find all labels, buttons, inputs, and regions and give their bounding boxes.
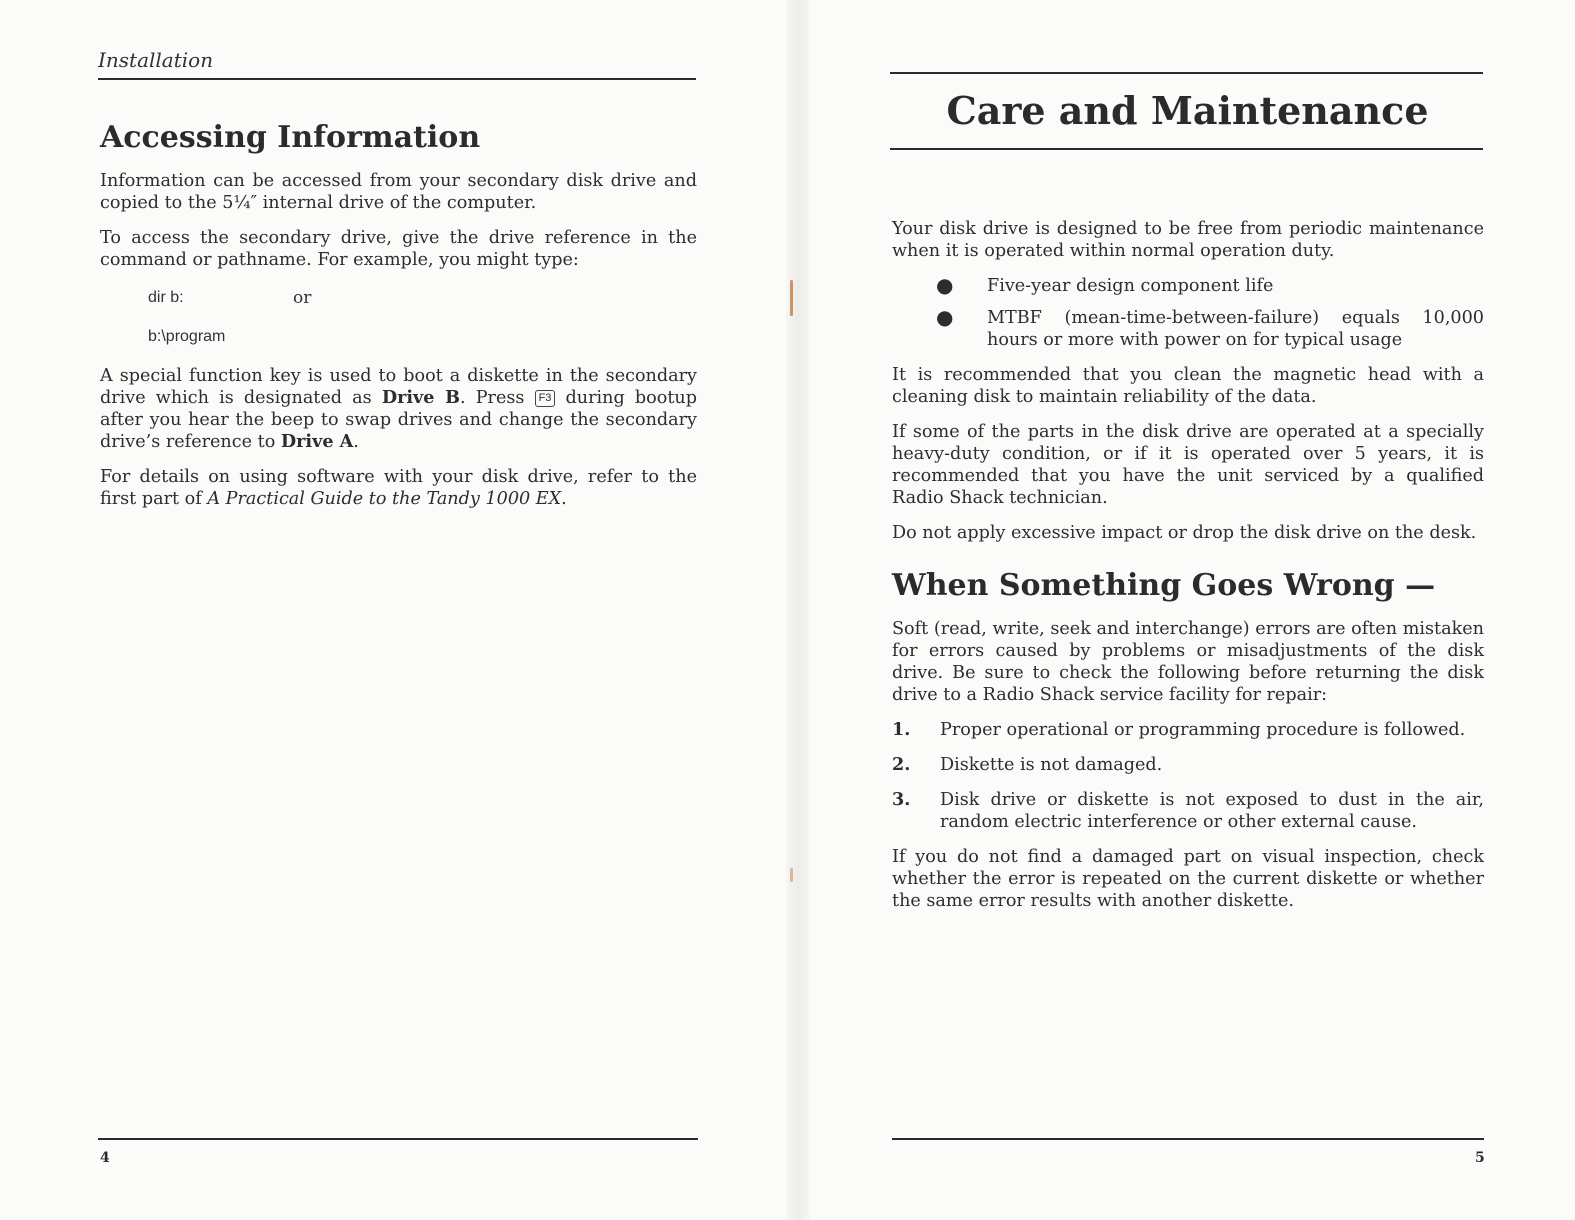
list-item-text: MTBF (mean-time-between-failure) equals 10,000 hours or more with power on for typical usage bbox=[987, 308, 1484, 350]
list-item bbox=[892, 307, 1484, 351]
footer-rule bbox=[98, 1138, 698, 1140]
text-run: . bbox=[353, 432, 359, 452]
list-item bbox=[892, 719, 1484, 741]
footer-rule bbox=[892, 1138, 1484, 1140]
list-item-text: Proper operational or programming procedure is followed. bbox=[940, 720, 1466, 740]
right-body-bottom bbox=[892, 618, 1484, 925]
paragraph: If some of the parts in the disk drive are operated at a specially heavy-duty condition, or if it is operated over 5 years, it is recommended that you have the unit serviced by a qualified Radio Shack technician. bbox=[892, 422, 1484, 508]
command-example-row bbox=[100, 326, 697, 348]
list-item bbox=[892, 754, 1484, 776]
paragraph: Your disk drive is designed to be free from periodic maintenance when it is operated within normal operation duty. bbox=[892, 219, 1484, 261]
list-item-text: Disk drive or diskette is not exposed to dust in the air, random electric interference or other external cause. bbox=[940, 790, 1484, 832]
left-body bbox=[100, 170, 697, 523]
bullet-list bbox=[892, 275, 1484, 351]
stain-mark bbox=[790, 280, 793, 316]
paragraph: Do not apply excessive impact or drop the disk drive on the desk. bbox=[892, 523, 1477, 543]
paragraph: Soft (read, write, seek and interchange) errors are often mistaken for errors caused by problems or misadjustments of the disk drive. Be sure to check the following before returning the disk drive to a Radio Shack service facility for repair: bbox=[892, 619, 1484, 705]
right-body-top bbox=[892, 218, 1484, 557]
command-example-row bbox=[100, 287, 697, 309]
text-run: . Press bbox=[460, 388, 535, 408]
f3-key-icon: F3 bbox=[535, 390, 556, 407]
header-rule bbox=[98, 78, 696, 80]
bullet-icon: ● bbox=[936, 273, 954, 297]
command-example: dir b: bbox=[148, 289, 184, 306]
page-number: 5 bbox=[1475, 1150, 1485, 1166]
conjunction-text: or bbox=[293, 288, 312, 308]
stain-mark bbox=[790, 868, 793, 882]
paragraph bbox=[100, 466, 697, 510]
paragraph: It is recommended that you clean the magnetic head with a cleaning disk to maintain reliability of the data. bbox=[892, 365, 1484, 407]
bullet-icon: ● bbox=[936, 305, 954, 329]
header-rule bbox=[890, 72, 1483, 74]
paragraph bbox=[100, 365, 697, 453]
list-item-text: Diskette is not damaged. bbox=[940, 755, 1163, 775]
list-item-text: Five-year design component life bbox=[987, 276, 1274, 296]
paragraph: If you do not find a damaged part on visual inspection, check whether the error is repeated on the current diskette or whether the same error results with another diskette. bbox=[892, 847, 1484, 911]
page-number: 4 bbox=[100, 1150, 110, 1166]
list-item bbox=[892, 275, 1484, 297]
command-example: b:\program bbox=[148, 328, 226, 345]
numbered-list bbox=[892, 719, 1484, 833]
paragraph: To access the secondary drive, give the drive reference in the command or pathname. For example, you might type: bbox=[100, 228, 697, 270]
section-heading: When Something Goes Wrong — bbox=[892, 568, 1436, 603]
text-run: . bbox=[561, 489, 567, 509]
running-head: Installation bbox=[98, 48, 214, 72]
text-run: For details on using software with your disk drive, refer to the first part of bbox=[100, 467, 697, 509]
list-number: 1. bbox=[892, 719, 911, 740]
text-run: during bootup after you hear the beep to swap drives and change the secondary drive’s reference to bbox=[100, 388, 698, 452]
title-rule bbox=[890, 148, 1483, 150]
list-item bbox=[892, 789, 1484, 833]
bold-term: Drive A bbox=[280, 431, 354, 452]
bold-term: Drive B bbox=[381, 387, 460, 408]
page-title: Care and Maintenance bbox=[946, 88, 1429, 133]
text-run: A special function key is used to boot a diskette in the secondary drive which is designated as bbox=[100, 366, 697, 408]
book-title: A Practical Guide to the Tandy 1000 EX bbox=[207, 489, 562, 509]
list-number: 2. bbox=[892, 754, 911, 775]
section-heading: Accessing Information bbox=[100, 120, 481, 155]
list-number: 3. bbox=[892, 789, 911, 810]
paragraph: Information can be accessed from your secondary disk drive and copied to the 5¼″ internal drive of the computer. bbox=[100, 171, 697, 213]
book-gutter bbox=[786, 0, 810, 1220]
